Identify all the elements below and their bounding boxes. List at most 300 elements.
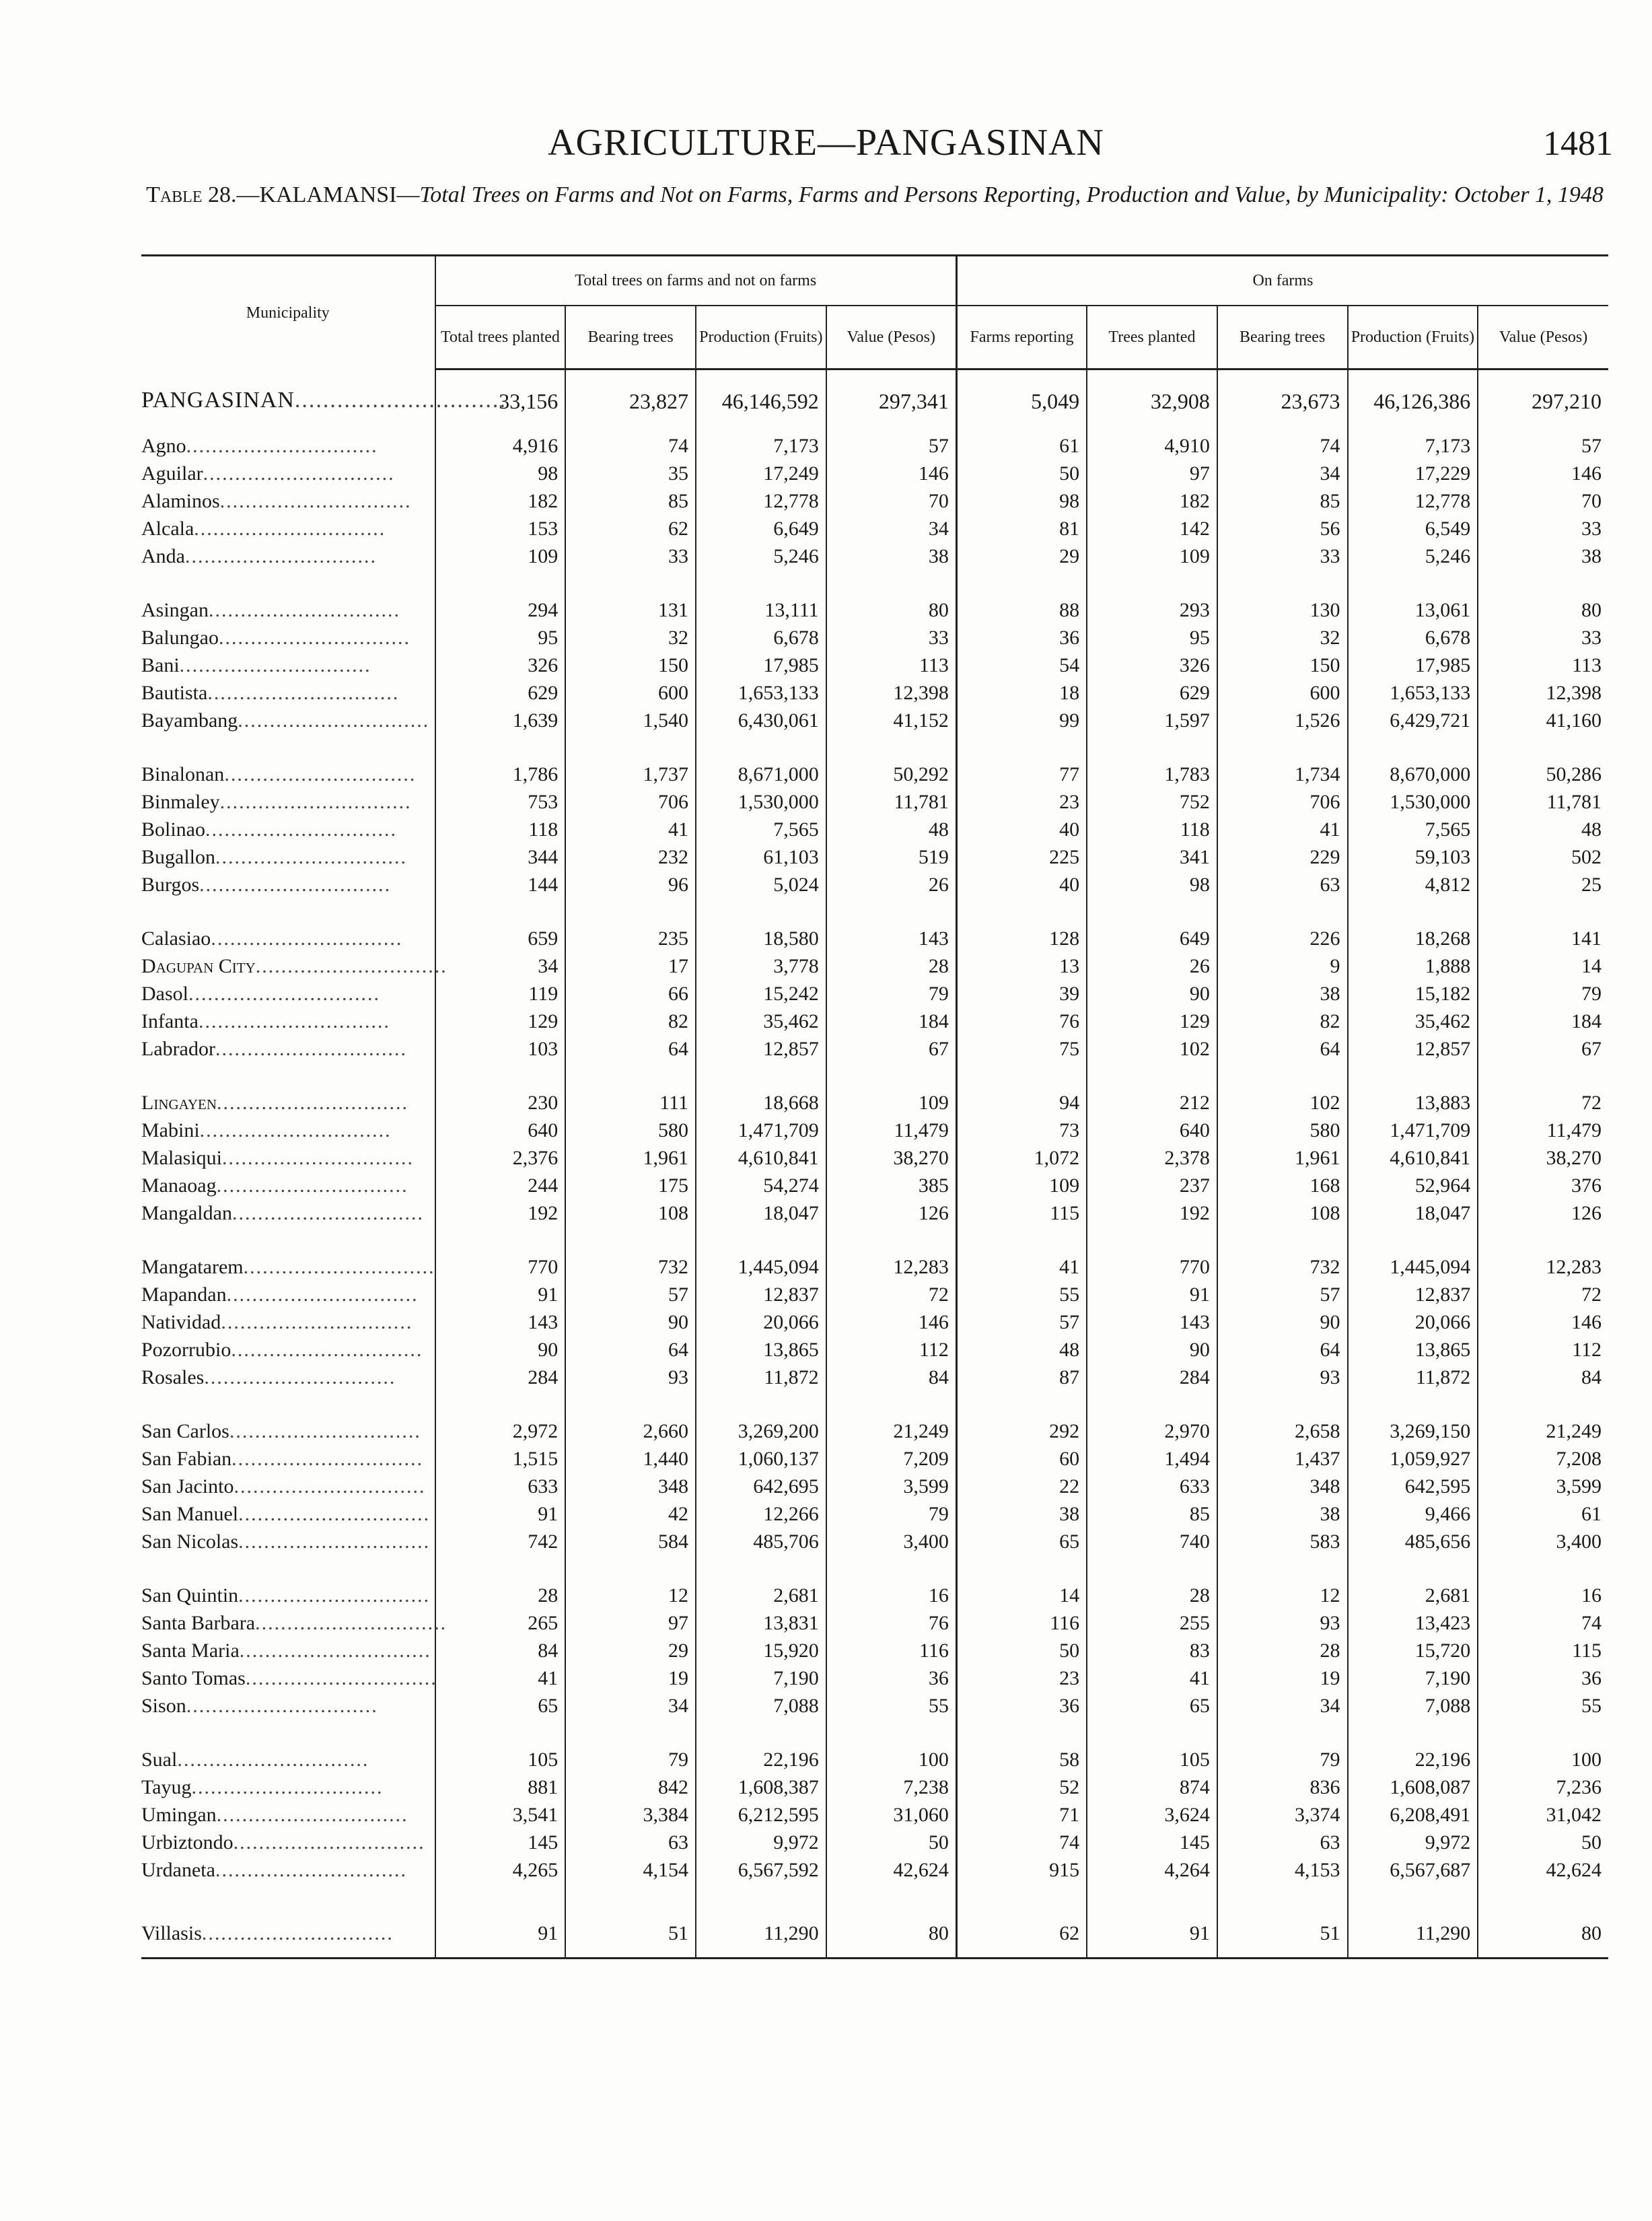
table-cell: 7,208 <box>1478 1445 1608 1473</box>
spacer-cell <box>565 734 696 761</box>
spacer-cell <box>956 898 1087 925</box>
table-cell: 115 <box>1478 1637 1608 1664</box>
table-cell: 40 <box>956 871 1087 898</box>
leader-dots: .............................. <box>186 434 378 457</box>
table-cell: 182 <box>435 487 566 515</box>
table-cell: 1,530,000 <box>1348 788 1478 816</box>
table-row <box>141 1829 1608 1856</box>
table-cell: 98 <box>1087 871 1217 898</box>
table-cell: 237 <box>1087 1172 1217 1199</box>
table-cell: 63 <box>565 1829 696 1856</box>
table-row <box>141 1910 1608 1959</box>
table-row <box>141 651 1608 679</box>
table-cell: 13,883 <box>1348 1089 1478 1117</box>
municipality-label: Binmaley <box>141 790 220 813</box>
spacer-cell <box>435 1884 566 1910</box>
table-row <box>141 1473 1608 1500</box>
leader-dots: .............................. <box>184 544 377 567</box>
table-cell: 56 <box>1217 515 1348 542</box>
municipality-label: Binalonan <box>141 763 225 785</box>
spacer-cell <box>565 1720 696 1746</box>
leader-dots: .............................. <box>231 1338 423 1361</box>
table-cell: 146 <box>1478 460 1608 487</box>
table-cell: 129 <box>435 1008 566 1035</box>
table-cell: 71 <box>956 1801 1087 1829</box>
table-cell: 600 <box>1217 679 1348 707</box>
table-cell: 90 <box>565 1308 696 1336</box>
table-cell: 732 <box>1217 1253 1348 1281</box>
municipality-name <box>141 1281 435 1308</box>
leader-dots: .............................. <box>191 1775 384 1798</box>
table-row <box>141 816 1608 843</box>
municipality-label: Aguilar <box>141 462 203 485</box>
table-body <box>141 369 1608 1959</box>
spacer-cell <box>1348 898 1478 925</box>
table-cell: 1,653,133 <box>1348 679 1478 707</box>
spacer-cell <box>1348 1227 1478 1253</box>
municipality-name <box>141 1856 435 1884</box>
table-cell: 95 <box>1087 624 1217 651</box>
table-row <box>141 1035 1608 1063</box>
table-cell: 74 <box>1217 432 1348 460</box>
leader-dots: .............................. <box>218 626 410 649</box>
table-cell: 146 <box>1478 1308 1608 1336</box>
table-description: Total Trees on Farms and Not on Farms, Farms and Persons Reporting, Production and Value, by Municipality: October 1, 1948 <box>419 182 1604 207</box>
table-cell: 1,540 <box>565 707 696 734</box>
municipality-name <box>141 369 507 433</box>
table-cell: 50 <box>956 460 1087 487</box>
spacer-cell <box>1217 1063 1348 1089</box>
table-cell: 15,242 <box>696 980 826 1008</box>
table-cell: 297,341 <box>826 369 957 433</box>
table-cell: 742 <box>435 1528 566 1555</box>
table-cell: 21,249 <box>826 1417 957 1445</box>
table-cell: 706 <box>565 788 696 816</box>
table-row <box>141 707 1608 734</box>
table-cell: 91 <box>435 1281 566 1308</box>
table-cell: 34 <box>1217 460 1348 487</box>
spacer-cell <box>696 898 826 925</box>
table-cell: 61 <box>956 432 1087 460</box>
table-cell: 659 <box>435 925 566 952</box>
table-cell: 232 <box>565 843 696 871</box>
table-caption <box>135 180 1615 210</box>
municipality-name <box>141 925 435 952</box>
spacer-cell <box>1217 1555 1348 1582</box>
spacer-cell <box>141 898 435 925</box>
municipality-label: Infanta <box>141 1010 199 1032</box>
spacer-cell <box>1348 734 1478 761</box>
table-cell: 62 <box>565 515 696 542</box>
spacer-cell <box>826 570 957 596</box>
table-row <box>141 1281 1608 1308</box>
total-row <box>141 369 1608 433</box>
table-cell: 35,462 <box>696 1008 826 1035</box>
table-cell: 99 <box>956 707 1087 734</box>
table-cell: 80 <box>1478 596 1608 624</box>
table-cell: 13,061 <box>1348 596 1478 624</box>
table-cell: 76 <box>956 1008 1087 1035</box>
table-cell: 34 <box>1217 1692 1348 1720</box>
table-cell: 1,783 <box>1087 761 1217 788</box>
municipality-label: Asingan <box>141 598 209 621</box>
leader-dots: .............................. <box>245 1666 437 1689</box>
table-cell: 126 <box>1478 1199 1608 1227</box>
table-cell: 580 <box>1217 1117 1348 1144</box>
table-cell: 116 <box>956 1609 1087 1637</box>
table-cell: 35 <box>565 460 696 487</box>
leader-dots: .............................. <box>215 1037 407 1060</box>
municipality-label: Santa Maria <box>141 1639 240 1662</box>
table-cell: 57 <box>826 432 957 460</box>
table-cell: 38 <box>1217 1500 1348 1528</box>
spacer-cell <box>1087 1063 1217 1089</box>
table-cell: 72 <box>826 1281 957 1308</box>
table-cell: 61 <box>1478 1500 1608 1528</box>
spacer-cell <box>826 898 957 925</box>
table-cell: 54 <box>956 651 1087 679</box>
spacer-cell <box>1087 1884 1217 1910</box>
leader-dots: .............................. <box>239 1639 431 1662</box>
table-cell: 4,265 <box>435 1856 566 1884</box>
table-cell: 18 <box>956 679 1087 707</box>
table-cell: 19 <box>1217 1664 1348 1692</box>
table-cell: 1,786 <box>435 761 566 788</box>
table-cell: 81 <box>956 515 1087 542</box>
header-total-trees-planted: Total trees planted <box>435 306 566 369</box>
table-cell: 90 <box>1087 1336 1217 1364</box>
spacer-cell <box>565 1227 696 1253</box>
table-cell: 98 <box>435 460 566 487</box>
table-cell: 244 <box>435 1172 566 1199</box>
table-cell: 64 <box>565 1336 696 1364</box>
municipality-label: San Manuel <box>141 1502 239 1525</box>
table-cell: 77 <box>956 761 1087 788</box>
table-cell: 7,173 <box>1348 432 1478 460</box>
table-cell: 12,266 <box>696 1500 826 1528</box>
spacer-cell <box>1348 1063 1478 1089</box>
table-cell: 2,970 <box>1087 1417 1217 1445</box>
leader-dots: .............................. <box>229 1419 421 1442</box>
spacer-cell <box>1217 734 1348 761</box>
table-cell: 36 <box>826 1664 957 1692</box>
spacer-cell <box>1217 570 1348 596</box>
table-cell: 80 <box>826 1910 957 1959</box>
table-cell: 7,088 <box>696 1692 826 1720</box>
spacer-cell <box>1087 1391 1217 1417</box>
spacer-cell <box>826 1227 957 1253</box>
table-cell: 5,024 <box>696 871 826 898</box>
municipality-label: Lingayen <box>141 1091 217 1114</box>
table-row <box>141 432 1608 460</box>
table-cell: 93 <box>565 1364 696 1391</box>
municipality-label: Dagupan City <box>141 954 256 977</box>
table-row <box>141 1417 1608 1445</box>
table-cell: 3,269,200 <box>696 1417 826 1445</box>
table-cell: 41 <box>1217 816 1348 843</box>
table-cell: 842 <box>565 1773 696 1801</box>
table-cell: 3,541 <box>435 1801 566 1829</box>
table-cell: 175 <box>565 1172 696 1199</box>
table-row <box>141 542 1608 570</box>
municipality-label: Villasis <box>141 1922 202 1944</box>
spacer-cell <box>1348 1555 1478 1582</box>
table-row <box>141 1089 1608 1117</box>
leader-dots: .............................. <box>211 927 403 950</box>
table-cell: 7,238 <box>826 1773 957 1801</box>
table-cell: 7,088 <box>1348 1692 1478 1720</box>
municipality-label: Bautista <box>141 681 208 704</box>
municipality-name <box>141 980 435 1008</box>
table-row <box>141 1801 1608 1829</box>
table-row <box>141 1664 1608 1692</box>
table-cell: 293 <box>1087 596 1217 624</box>
table-cell: 184 <box>1478 1008 1608 1035</box>
municipality-label: Dasol <box>141 982 188 1005</box>
table-cell: 732 <box>565 1253 696 1281</box>
table-cell: 130 <box>1217 596 1348 624</box>
table-cell: 2,658 <box>1217 1417 1348 1445</box>
table-cell: 29 <box>565 1637 696 1664</box>
table-cell: 76 <box>826 1609 957 1637</box>
table-cell: 640 <box>1087 1117 1217 1144</box>
spacer-cell <box>1478 570 1608 596</box>
spacer-cell <box>1348 1391 1478 1417</box>
table-cell: 1,608,387 <box>696 1773 826 1801</box>
table-cell: 38,270 <box>826 1144 957 1172</box>
table-cell: 72 <box>1478 1281 1608 1308</box>
table-cell: 1,530,000 <box>696 788 826 816</box>
spacer-cell <box>696 734 826 761</box>
table-cell: 93 <box>1217 1609 1348 1637</box>
group-spacer <box>141 1720 1608 1746</box>
table-cell: 15,182 <box>1348 980 1478 1008</box>
group-spacer <box>141 1555 1608 1582</box>
table-cell: 22,196 <box>696 1746 826 1773</box>
table-cell: 5,049 <box>956 369 1087 433</box>
table-cell: 229 <box>1217 843 1348 871</box>
table-cell: 143 <box>435 1308 566 1336</box>
table-cell: 112 <box>1478 1336 1608 1364</box>
table-cell: 12,398 <box>826 679 957 707</box>
group-spacer <box>141 1227 1608 1253</box>
table-cell: 184 <box>826 1008 957 1035</box>
table-cell: 649 <box>1087 925 1217 952</box>
table-cell: 34 <box>435 952 566 980</box>
table-cell: 9,972 <box>696 1829 826 1856</box>
table-cell: 36 <box>956 1692 1087 1720</box>
table-cell: 1,060,137 <box>696 1445 826 1473</box>
municipality-label: Calasiao <box>141 927 211 950</box>
municipality-name <box>141 1199 435 1227</box>
table-cell: 1,445,094 <box>696 1253 826 1281</box>
header-municipality: Municipality <box>246 304 330 322</box>
table-cell: 85 <box>565 487 696 515</box>
table-cell: 64 <box>1217 1035 1348 1063</box>
table-cell: 17,229 <box>1348 460 1478 487</box>
table-cell: 13 <box>956 952 1087 980</box>
table-row <box>141 487 1608 515</box>
table-cell: 38 <box>956 1500 1087 1528</box>
table-row <box>141 925 1608 952</box>
table-cell: 2,681 <box>1348 1582 1478 1609</box>
table-cell: 6,567,687 <box>1348 1856 1478 1884</box>
table-row <box>141 1773 1608 1801</box>
table-cell: 740 <box>1087 1528 1217 1555</box>
table-cell: 3,374 <box>1217 1801 1348 1829</box>
spacer-cell <box>1217 898 1348 925</box>
table-cell: 629 <box>1087 679 1217 707</box>
municipality-label: San Jacinto <box>141 1475 234 1497</box>
table-cell: 1,888 <box>1348 952 1478 980</box>
table-cell: 12,398 <box>1478 679 1608 707</box>
table-cell: 770 <box>435 1253 566 1281</box>
table-cell: 3,384 <box>565 1801 696 1829</box>
municipality-label: Labrador <box>141 1037 215 1060</box>
municipality-name <box>141 1473 435 1500</box>
table-cell: 79 <box>1217 1746 1348 1773</box>
table-cell: 583 <box>1217 1528 1348 1555</box>
spacer-cell <box>565 1391 696 1417</box>
municipality-name <box>141 679 435 707</box>
table-cell: 48 <box>1478 816 1608 843</box>
table-cell: 51 <box>565 1910 696 1959</box>
table-cell: 59,103 <box>1348 843 1478 871</box>
municipality-name <box>141 1008 435 1035</box>
table-cell: 1,961 <box>565 1144 696 1172</box>
municipality-name <box>141 1528 435 1555</box>
table-cell: 6,549 <box>1348 515 1478 542</box>
table-cell: 74 <box>565 432 696 460</box>
spacer-cell <box>956 1063 1087 1089</box>
table-cell: 74 <box>956 1829 1087 1856</box>
table-cell: 33 <box>565 542 696 570</box>
leader-dots: .............................. <box>216 1803 408 1826</box>
table-cell: 4,812 <box>1348 871 1478 898</box>
table-cell: 38,270 <box>1478 1144 1608 1172</box>
spacer-cell <box>1087 1720 1217 1746</box>
table-cell: 65 <box>435 1692 566 1720</box>
table-cell: 146 <box>826 460 957 487</box>
table-cell: 13,865 <box>1348 1336 1478 1364</box>
table-cell: 80 <box>1478 1910 1608 1959</box>
table-cell: 642,695 <box>696 1473 826 1500</box>
table-cell: 9,466 <box>1348 1500 1478 1528</box>
table-cell: 225 <box>956 843 1087 871</box>
leader-dots: .............................. <box>255 954 447 977</box>
table-cell: 16 <box>1478 1582 1608 1609</box>
table-cell: 1,737 <box>565 761 696 788</box>
table-row <box>141 1445 1608 1473</box>
table-cell: 80 <box>826 596 957 624</box>
table-cell: 4,910 <box>1087 432 1217 460</box>
header-production: Production (Fruits) <box>696 306 826 369</box>
leader-dots: .............................. <box>231 1447 424 1470</box>
table-cell: 212 <box>1087 1089 1217 1117</box>
table-cell: 57 <box>956 1308 1087 1336</box>
table-row <box>141 1308 1608 1336</box>
header-farms-reporting: Farms reporting <box>956 306 1087 369</box>
table-cell: 109 <box>956 1172 1087 1199</box>
table-row <box>141 1364 1608 1391</box>
spacer-cell <box>1348 1720 1478 1746</box>
municipality-label: Sison <box>141 1694 186 1717</box>
table-row <box>141 1856 1608 1884</box>
table-cell: 93 <box>1217 1364 1348 1391</box>
table-cell: 20,066 <box>1348 1308 1478 1336</box>
table-cell: 64 <box>1217 1336 1348 1364</box>
table-cell: 1,445,094 <box>1348 1253 1478 1281</box>
table-cell: 41 <box>565 816 696 843</box>
table-cell: 42 <box>565 1500 696 1528</box>
table-cell: 38 <box>1217 980 1348 1008</box>
table-cell: 6,678 <box>696 624 826 651</box>
table-cell: 67 <box>826 1035 957 1063</box>
spacer-cell <box>565 1555 696 1582</box>
table-cell: 385 <box>826 1172 957 1199</box>
municipality-label: San Fabian <box>141 1447 232 1470</box>
table-cell: 2,660 <box>565 1417 696 1445</box>
municipality-label: Santo Tomas <box>141 1666 246 1689</box>
table-cell: 63 <box>1217 871 1348 898</box>
municipality-label: Anda <box>141 544 185 567</box>
spacer-cell <box>696 1227 826 1253</box>
table-cell: 58 <box>956 1746 1087 1773</box>
table-cell: 12 <box>1217 1582 1348 1609</box>
table-cell: 50,286 <box>1478 761 1608 788</box>
spacer-cell <box>1217 1227 1348 1253</box>
page-header <box>0 121 1652 175</box>
table-cell: 85 <box>1217 487 1348 515</box>
municipality-label: Bugallon <box>141 845 215 868</box>
table-cell: 74 <box>1478 1609 1608 1637</box>
table-cell: 70 <box>826 487 957 515</box>
leader-dots: .............................. <box>226 1283 419 1306</box>
municipality-label: San Carlos <box>141 1419 229 1442</box>
table-cell: 82 <box>1217 1008 1348 1035</box>
municipality-name <box>141 1172 435 1199</box>
leader-dots: .............................. <box>238 1584 431 1607</box>
table-cell: 297,210 <box>1478 369 1608 433</box>
table-cell: 284 <box>435 1364 566 1391</box>
table-cell: 235 <box>565 925 696 952</box>
table-cell: 1,526 <box>1217 707 1348 734</box>
table-cell: 57 <box>565 1281 696 1308</box>
header-farm-production: Production (Fruits) <box>1348 306 1478 369</box>
table-cell: 32 <box>565 624 696 651</box>
group-spacer <box>141 1063 1608 1089</box>
municipality-name <box>141 1445 435 1473</box>
leader-dots: .............................. <box>234 1475 426 1497</box>
spacer-cell <box>956 1555 1087 1582</box>
table-cell: 836 <box>1217 1773 1348 1801</box>
table-cell: 11,872 <box>1348 1364 1478 1391</box>
table-cell: 348 <box>1217 1473 1348 1500</box>
table-cell: 11,479 <box>826 1117 957 1144</box>
municipality-name <box>141 1746 435 1773</box>
table-cell: 4,610,841 <box>696 1144 826 1172</box>
table-cell: 7,190 <box>1348 1664 1478 1692</box>
table-cell: 18,047 <box>696 1199 826 1227</box>
leader-dots: .............................. <box>203 462 395 485</box>
municipality-label: Alcala <box>141 517 194 540</box>
table-cell: 1,494 <box>1087 1445 1217 1473</box>
municipality-label: Bani <box>141 654 180 676</box>
municipality-label: Umingan <box>141 1803 217 1826</box>
table-cell: 11,872 <box>696 1364 826 1391</box>
table-cell: 36 <box>1478 1664 1608 1692</box>
leader-dots: .............................. <box>238 1502 431 1525</box>
